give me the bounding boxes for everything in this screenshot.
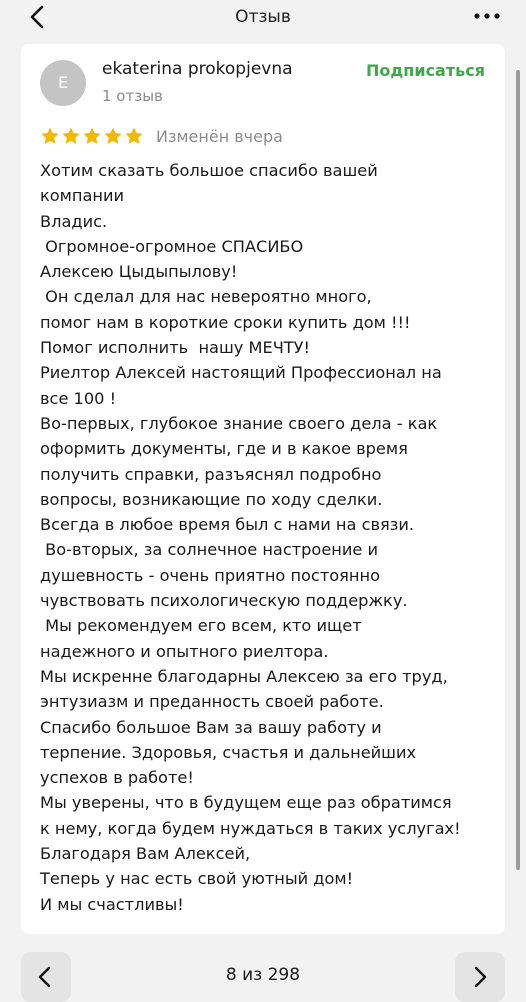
rating-stars (40, 126, 144, 146)
scrollbar[interactable] (516, 70, 520, 870)
review-line: Он сделал для нас невероятно много, (40, 287, 372, 307)
chevron-right-icon (470, 966, 490, 988)
review-line: оформить документы, где и в какое время (40, 439, 408, 459)
review-line: энтузиазм и преданность своей работе. (40, 692, 384, 712)
review-line: Риелтор Алексей настоящий Профессионал на (40, 363, 442, 383)
review-text (40, 158, 500, 917)
star-icon (61, 126, 81, 146)
review-line: помог нам в короткие сроки купить дом !!! (40, 312, 411, 332)
review-line: Хотим сказать большое спасибо вашей (40, 161, 378, 180)
review-line: Мы рекомендуем его всем, кто ищет (40, 616, 362, 636)
star-icon (82, 126, 102, 146)
more-dots-icon (472, 6, 502, 26)
author-name[interactable]: ekaterina prokopjevna (102, 59, 293, 79)
subscribe-button[interactable]: Подписаться (366, 61, 485, 80)
review-line: Владис. (40, 211, 108, 231)
review-line: вопросы, возникающие по ходу сделки. (40, 489, 383, 509)
review-line: компании (40, 186, 125, 206)
next-review-button[interactable] (455, 952, 505, 1002)
more-options-button[interactable] (472, 6, 502, 26)
star-icon (124, 126, 144, 146)
review-line: чувствовать психологическую поддержку. (40, 591, 408, 611)
review-line: И мы счастливы! (40, 894, 184, 914)
star-icon (40, 126, 60, 146)
review-line: Спасибо большое Вам за вашу работу и (40, 717, 382, 737)
review-line: Мы искренне благодарны Алексею за его труд, (40, 666, 448, 686)
review-line: надежного и опытного риелтора. (40, 641, 329, 661)
star-icon (103, 126, 123, 146)
avatar[interactable]: E (40, 60, 86, 106)
pagination-bar (0, 938, 526, 1000)
page-title: Отзыв (235, 7, 291, 27)
review-line: успехов в работе! (40, 768, 194, 788)
review-line: терпение. Здоровья, счастья и дальнейших (40, 742, 417, 762)
review-line: Всегда в любое время был с нами на связи. (40, 515, 415, 535)
review-line: Благодаря Вам Алексей, (40, 844, 251, 864)
page-counter: 8 из 298 (225, 965, 301, 985)
review-card (21, 44, 505, 934)
review-line: Теперь у нас есть свой уютный дом! (40, 869, 354, 889)
edited-date: Изменён вчера (156, 126, 283, 146)
review-line: Во-первых, глубокое знание своего дела - как (40, 413, 438, 433)
review-line: получить справки, разъяснял подробно (40, 464, 382, 484)
review-line: Мы уверены, что в будущем еще раз обратимся (40, 793, 452, 813)
review-line: Алексею Цыдыпылову! (40, 262, 238, 282)
review-line: душевность - очень приятно постоянно (40, 565, 380, 585)
top-bar (0, 0, 526, 40)
review-line: Помог исполнить нашу МЕЧТУ! (40, 338, 311, 358)
rating-row (40, 125, 283, 147)
author-review-count: 1 отзыв (102, 87, 163, 105)
review-line: Во-вторых, за солнечное настроение и (40, 540, 379, 560)
review-line: к нему, когда будем нуждаться в таких услугах! (40, 818, 461, 838)
review-line: все 100 ! (40, 388, 117, 408)
review-line: Огромное-огромное СПАСИБО (40, 236, 304, 256)
